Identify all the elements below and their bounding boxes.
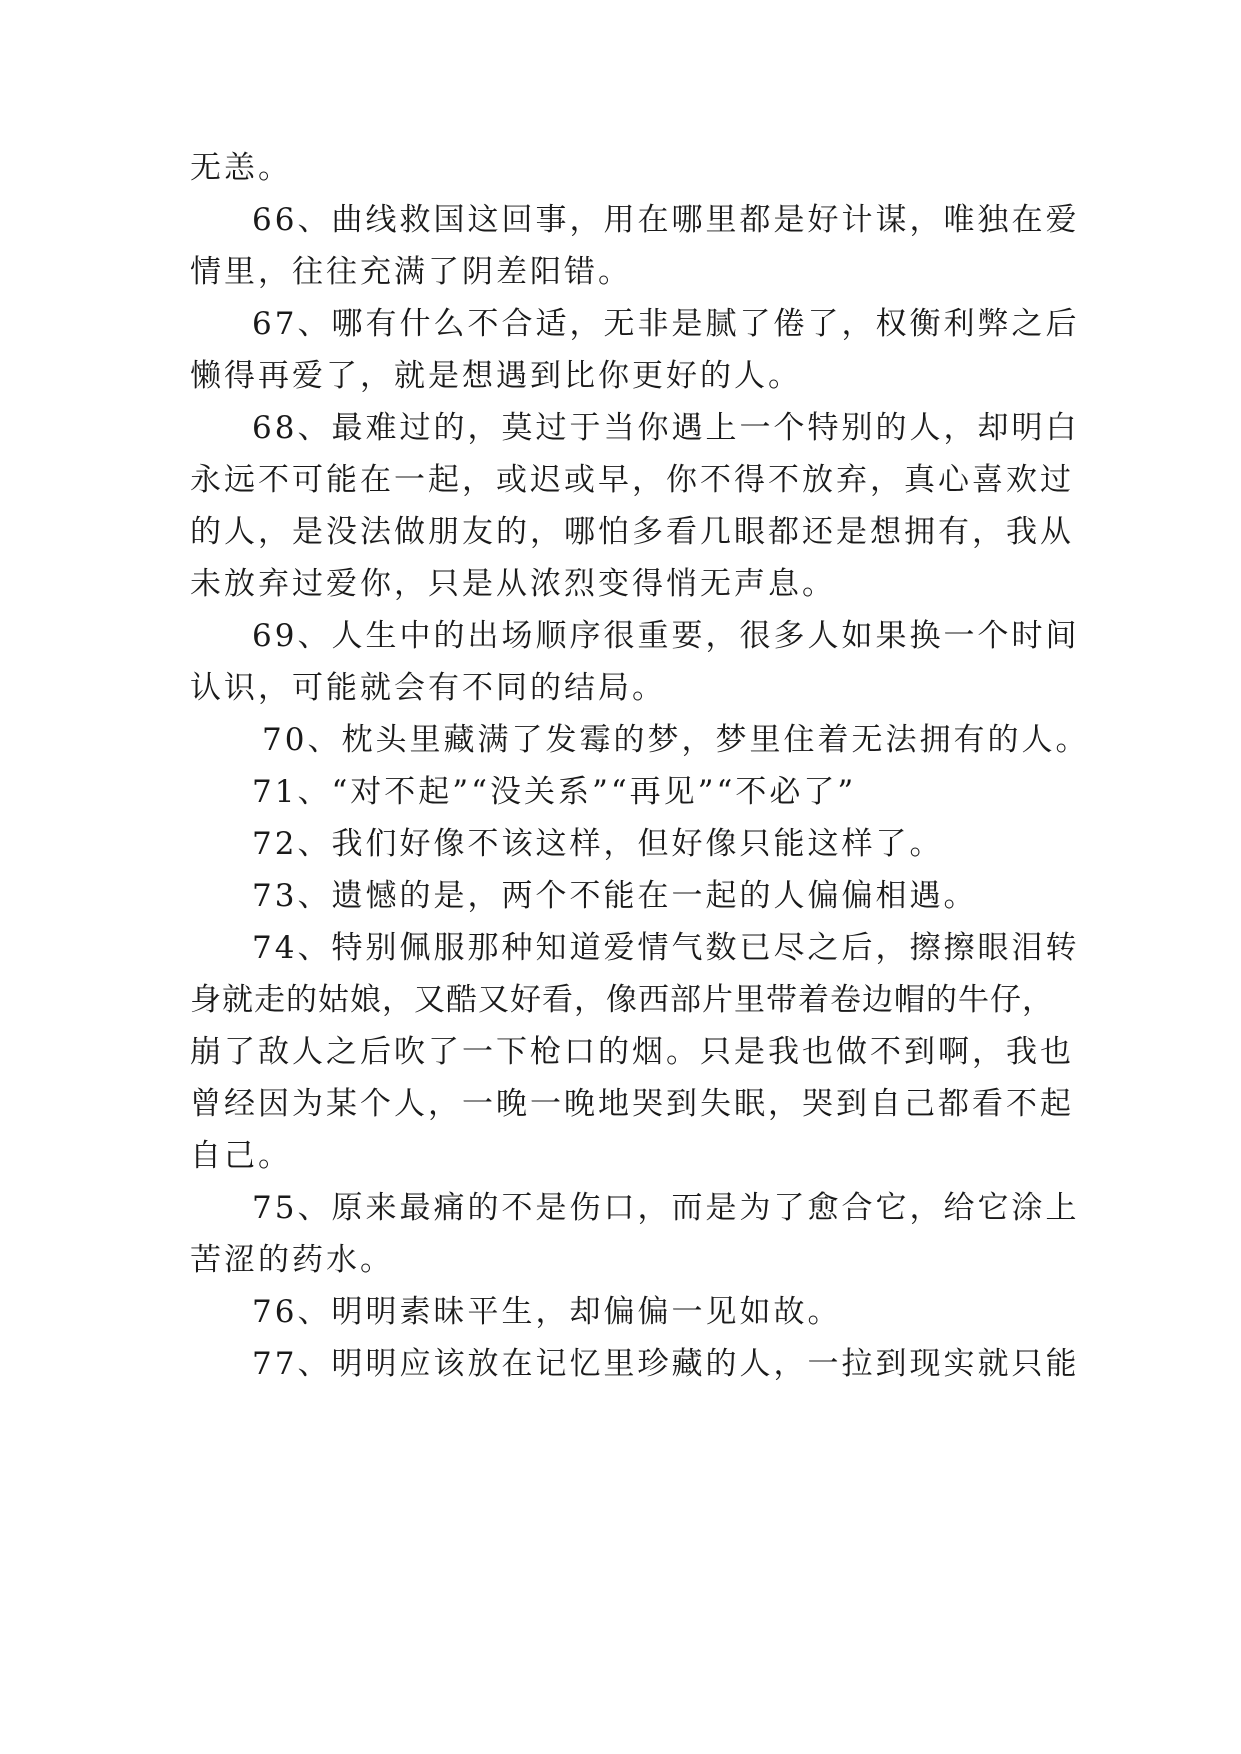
paragraph-73: 73、遗憾的是，两个不能在一起的人偏偏相遇。 — [252, 878, 978, 914]
text-line: 的人，是没法做朋友的，哪怕多看几眼都还是想拥有，我从 — [190, 514, 1074, 550]
text-line: 曾经因为某个人，一晚一晚地哭到失眠，哭到自己都看不起 — [190, 1086, 1074, 1122]
paragraph-75: 75、原来最痛的不是伤口，而是为了愈合它，给它涂上 — [252, 1190, 1080, 1226]
paragraph-72: 72、我们好像不该这样，但好像只能这样了。 — [252, 826, 944, 862]
text-line: 身就走的姑娘，又酷又好看，像西部片里带着卷边帽的牛仔， — [190, 982, 1054, 1018]
paragraph-77: 77、明明应该放在记忆里珍藏的人，一拉到现实就只能 — [252, 1346, 1080, 1382]
text-line: 苦涩的药水。 — [190, 1242, 394, 1278]
paragraph-71: 71、“对不起”“没关系”“再见”“不必了” — [252, 774, 857, 810]
paragraph-67: 67、哪有什么不合适，无非是腻了倦了，权衡利弊之后 — [252, 306, 1080, 342]
text-line: 认识，可能就会有不同的结局。 — [190, 670, 666, 706]
paragraph-66: 66、曲线救国这回事，用在哪里都是好计谋，唯独在爱 — [252, 202, 1080, 238]
text-line: 永远不可能在一起，或迟或早，你不得不放弃，真心喜欢过 — [190, 462, 1074, 498]
paragraph-70: 70、枕头里藏满了发霉的梦，梦里住着无法拥有的人。 — [262, 722, 1090, 758]
text-line: 无恙。 — [190, 150, 292, 186]
paragraph-74: 74、特别佩服那种知道爱情气数已尽之后，擦擦眼泪转 — [252, 930, 1080, 966]
text-line: 崩了敌人之后吹了一下枪口的烟。只是我也做不到啊，我也 — [190, 1034, 1074, 1070]
text-line: 未放弃过爱你，只是从浓烈变得悄无声息。 — [190, 566, 836, 602]
paragraph-69: 69、人生中的出场顺序很重要，很多人如果换一个时间 — [252, 618, 1080, 654]
paragraph-76: 76、明明素昧平生，却偏偏一见如故。 — [252, 1294, 842, 1330]
text-line: 懒得再爱了，就是想遇到比你更好的人。 — [190, 358, 802, 394]
text-line: 情里，往往充满了阴差阳错。 — [190, 254, 632, 290]
paragraph-68: 68、最难过的，莫过于当你遇上一个特别的人，却明白 — [252, 410, 1080, 446]
text-line: 自己。 — [190, 1138, 292, 1174]
